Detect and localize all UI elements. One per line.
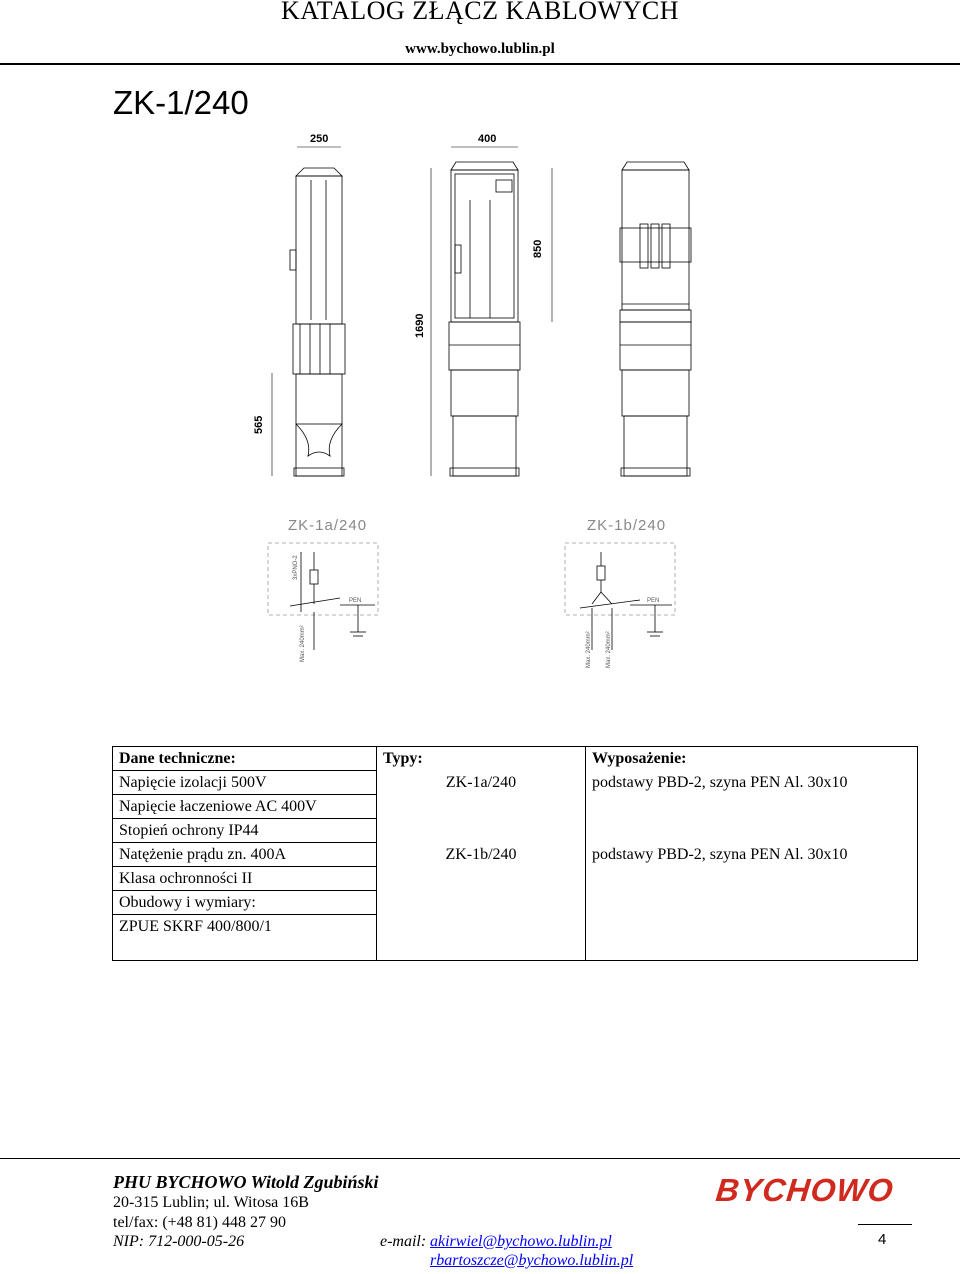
- spec-tech-item: Obudowy i wymiary:: [113, 891, 377, 915]
- spec-table: [112, 746, 918, 961]
- bychowo-logo: BYCHOWO: [714, 1172, 896, 1208]
- footer-divider: [0, 1158, 960, 1159]
- spec-tech-item: Stopień ochrony IP44: [113, 819, 377, 843]
- spec-tech-item: Natężenie prądu zn. 400A: [113, 843, 377, 867]
- catalog-title: KATALOG ZŁĄCZ KABLOWYCH: [281, 0, 679, 25]
- schematic-b-cable-b: Max. 240mm²: [606, 631, 612, 668]
- schematic-a-pen: PEN: [349, 598, 362, 604]
- spec-type-item: ZK-1b/240: [377, 843, 586, 867]
- dim-width-front: 400: [478, 133, 497, 145]
- company-nip: NIP: 712-000-05-26: [113, 1233, 245, 1250]
- spec-tech-item: Napięcie izolacji 500V: [113, 771, 377, 795]
- email-link-2[interactable]: rbartoszcze@bychowo.lublin.pl: [430, 1252, 634, 1269]
- spec-equipment-item: podstawy PBD-2, szyna PEN Al. 30x10: [592, 773, 848, 791]
- schematic-a-cable: Max. 240mm²: [300, 625, 306, 662]
- schematic-b-title: ZK-1b/240: [587, 517, 667, 534]
- page-number-rule: [858, 1224, 912, 1225]
- spec-header-tech: Dane techniczne:: [113, 747, 377, 771]
- spec-tech-item: ZPUE SKRF 400/800/1: [113, 915, 377, 961]
- dim-width-side: 250: [310, 133, 329, 145]
- email-label: e-mail:: [380, 1233, 427, 1250]
- email-link-1[interactable]: akirwiel@bychowo.lublin.pl: [430, 1233, 612, 1250]
- dim-height-base: 565: [253, 415, 265, 434]
- header-url[interactable]: www.bychowo.lublin.pl: [405, 41, 555, 57]
- company-address: 20-315 Lublin; ul. Witosa 16B: [113, 1194, 309, 1211]
- spec-header-types: Typy:: [377, 747, 586, 771]
- schematic-a-fuse: 3xPNO-2: [293, 555, 299, 580]
- page-number: 4: [878, 1231, 887, 1248]
- dim-height-total: 1690: [414, 313, 426, 338]
- spec-equipment-item: podstawy PBD-2, szyna PEN Al. 30x10: [592, 845, 848, 863]
- product-code: ZK-1/240: [113, 84, 249, 121]
- schematic-a-title: ZK-1a/240: [288, 517, 368, 534]
- spec-type-item: ZK-1a/240: [377, 771, 586, 795]
- dim-height-upper: 850: [532, 239, 544, 258]
- schematic-b-pen: PEN: [647, 598, 660, 604]
- company-name: PHU BYCHOWO Witold Zgubiński: [113, 1172, 379, 1192]
- spec-tech-item: Napięcie łaczeniowe AC 400V: [113, 795, 377, 819]
- company-phone: tel/fax: (+48 81) 448 27 90: [113, 1214, 286, 1231]
- schematic-b-cable-a: Max. 240mm²: [586, 631, 592, 668]
- spec-tech-item: Klasa ochronności II: [113, 867, 377, 891]
- spec-header-equipment: Wyposażenie:: [592, 750, 687, 767]
